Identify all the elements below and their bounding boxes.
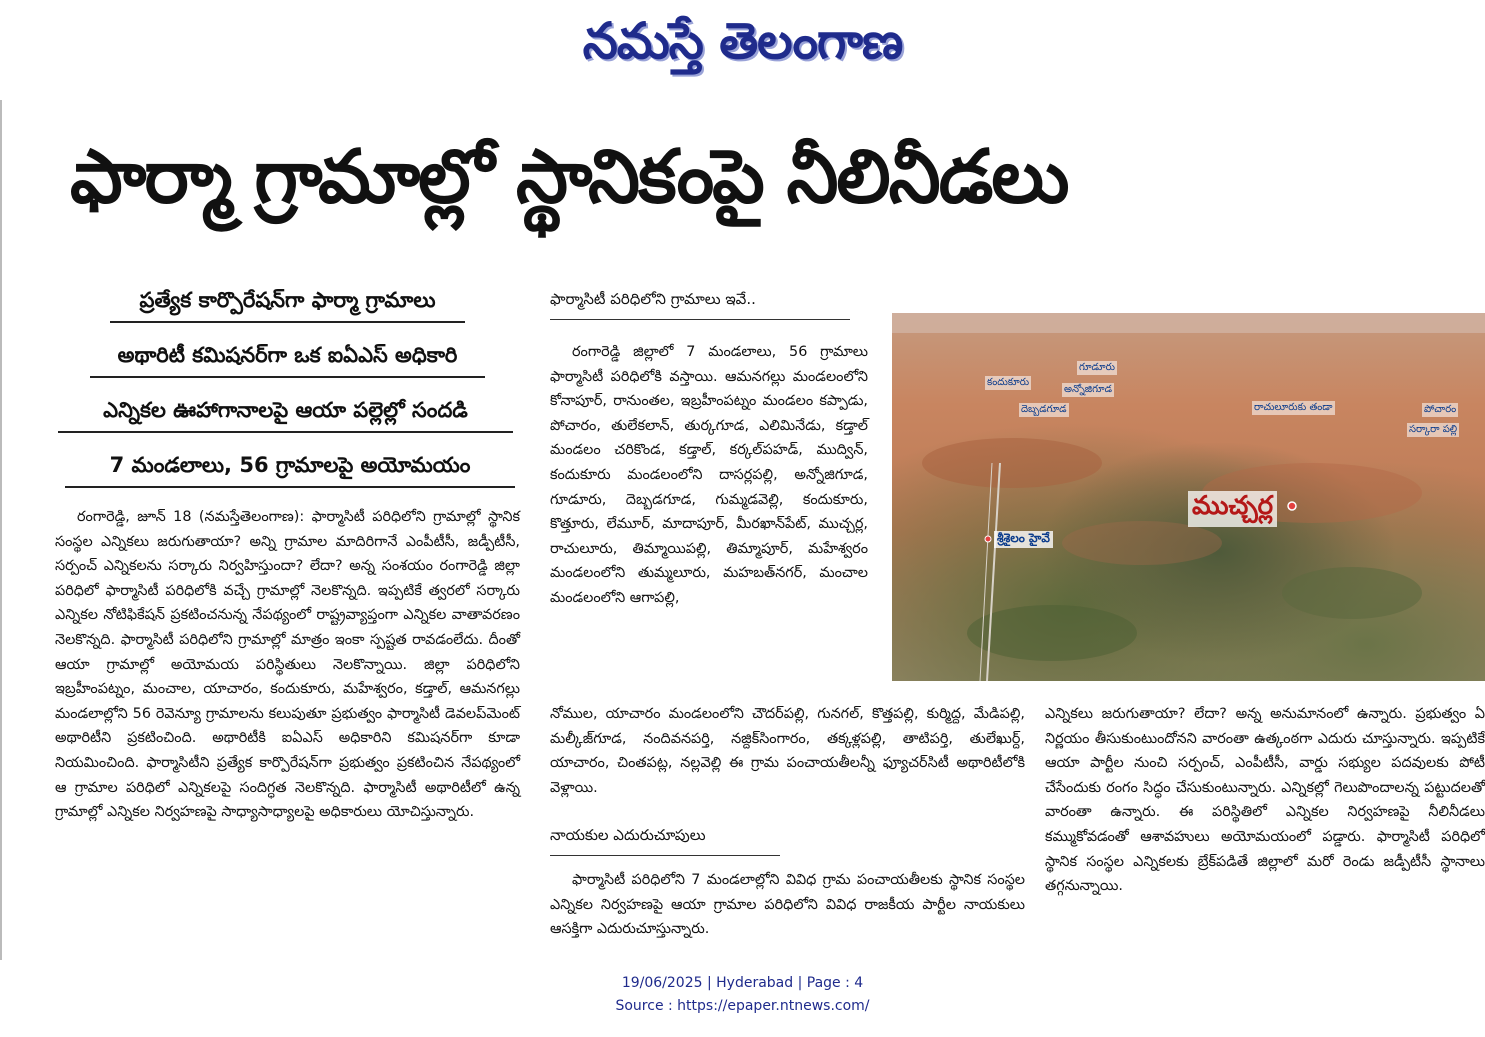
column-1-paragraph: రంగారెడ్డి, జూన్‌ 18 (నమస్తేతెలంగాణ): ఫార్మాసిటీ పరిధిలోని గ్రామాల్లో స్థానిక సంస్థల ఎన్నికలు జరుగుతాయా? అన్ని గ్రామాల మాదిరిగానే ఎంపీటీసీ, జడ్పీటీసీ, సర్పంచ్‌ ఎన్నికలను సర్కారు నిర్వహిస్తుందా? లేదా? అన్న సంశయం రంగారెడ్డి జిల్లా పరిధిలో ఫార్మాసిటీ పరిధిలోకి వచ్చే గ్రామాల్లో నెలకొన్నది. ఇప్పటికే త్వరలో సర్కారు ఎన్నికల నోటిఫికేషన్‌ ప్రకటించనున్న నేపథ్యంలో రాష్ట్రవ్యాప్తంగా ఎన్నికల వాతావరణం నెలకొన్నది. ఫార్మాసిటీ పరిధిలోని గ్రామాల్లో మాత్రం ఇంకా స్పష్టత రావడంలేదు. దీంతో ఆయా గ్రామాల్లో అయోమయ పరిస్థితులు నెలకొన్నాయి. జిల్లా పరిధిలోని ఇబ్రహీంపట్నం, మంచాల, యాచారం, కందుకూరు, మహేశ్వరం, కడ్తాల్‌, ఆమనగల్లు మండలాల్లోని 56 రెవెన్యూ గ్రామాలను కలుపుతూ ప్రభుత్వం ఫార్మాసిటీ డెవలప్‌మెంట్‌ అథారిటీని ప్రకటించింది. అథారిటీకి ఐఏఎస్‌ అధికారిని కమిషనర్‌గా కూడా నియమించింది. ఫార్మాసిటీని ప్రత్యేక కార్పొరేషన్‌గా ప్రభుత్వం ప్రకటించిన నేపథ్యంలో ఆ గ్రామాల పరిధిలో ఎన్నికలపై సందిగ్ధత నెలకొన్నది. ఫార్మాసిటీ అథారిటీలో ఉన్న గ్రామాల్లో ఎన్నికల నిర్వహణపై సాధ్యాసాధ్యాలపై అధికారులు యోచిస్తున్నారు. [55, 509, 520, 821]
aerial-map-photo [892, 313, 1485, 681]
column-2-wide-body [550, 702, 1025, 800]
column-2-bottom-body [550, 868, 1025, 942]
headline: ఫార్మా గ్రామాల్లో స్థానికంపై నీలినీడలు [70, 134, 1068, 220]
footer-date-line: 19/06/2025 | Hyderabad | Page : 4 [621, 975, 864, 991]
deck-1: ప్రత్యేక కార్పొరేషన్‌గా ఫార్మా గ్రామాలు [110, 285, 465, 323]
map-label-kandukur: కందుకూరు [987, 377, 1030, 388]
deck-2: అథారిటీ కమిషనర్‌గా ఒక ఐఏఎస్‌ అధికారి [90, 340, 485, 378]
column-2-paragraph: రంగారెడ్డి జిల్లాలో 7 మండలాలు, 56 గ్రామాలు ఫార్మాసిటీ పరిధిలోకి వస్తాయి. ఆమనగల్లు మండలంలోని కోనాపూర్‌, రానుంతల, ఇబ్రహీంపట్నం మండలం కప్పాడు, పోచారం, తులేకలాన్‌, తుర్కగూడ, ఎలిమినేడు, కడ్తాల్‌ మండలం చరికొండ, కడ్తాల్‌, కర్కల్‌పహడ్‌, ముద్విన్‌, కందుకూరు మండలంలోని దాసర్లపల్లి, అన్నోజిగూడ, గూడూరు, దెబ్బడగూడ, గుమ్మడవెల్లి, కందుకూరు, కొత్తూరు, లేమూర్‌, మాదాపూర్‌, మీరఖాన్‌పేట్‌, ముచ్చర్ల, రాచులూరు, తిమ్మాయిపల్లి, తిమ్మాపూర్‌, మహేశ్వరం మండలంలోని తుమ్మలూరు, మహబత్‌నగర్‌, మంచాల మండలంలోని ఆగాపల్లి, [550, 344, 868, 606]
map-label-mucherla: ముచ్చర్ల [1188, 491, 1277, 527]
masthead-logo: నమస్తే తెలంగాణ [582, 11, 903, 70]
column-1-body [55, 505, 520, 825]
column-2-bottom-paragraph: ఫార్మాసిటీ పరిధిలోని 7 మండలాల్లోని వివిధ గ్రామ పంచాయతీలకు స్థానిక సంస్థల ఎన్నికల నిర్వహణపై ఆయా గ్రామాల పరిధిలోని వివిధ రాజకీయ పార్టీల నాయకులు ఆసక్తిగా ఎదురుచూస్తున్నారు. [550, 872, 1025, 938]
map-label-annojiguda: అన్నోజిగూడ [1064, 384, 1112, 395]
column-3-paragraph: ఎన్నికలు జరుగుతాయా? లేదా? అన్న అనుమానంలో ఉన్నారు. ప్రభుత్వం ఏ నిర్ణయం తీసుకుంటుందోనని వారంతా ఉత్కంఠగా ఎదురు చూస్తున్నారు. ఇప్పటికే ఆయా పార్టీల నుంచి సర్పంచ్‌, ఎంపీటీసీ, వార్డు సభ్యుల పదవులకు పోటీ చేసేందుకు రంగం సిద్ధం చేసుకుంటున్నారు. ఎన్నికల్లో గెలుపొందాలన్న పట్టుదలతో వారంతా ఉన్నారు. ఈ పరిస్థితిలో ఎన్నికల నిర్వహణపై నీలినీడలు కమ్ముకోవడంతో ఆశావహులు అయోమయంలో పడ్డారు. ఫార్మాసిటీ పరిధిలో స్థానిక సంస్థల ఎన్నికలకు బ్రేక్‌పడితే జిల్లాలో మరో రెండు జడ్పీటీసీ స్థానాలు తగ్గనున్నాయి. [1045, 706, 1485, 895]
deck-4: 7 మండలాలు, 56 గ్రామాలపై అయోమయం [65, 450, 515, 488]
map-label-rachaluru-tanda: రాచులూరుకు తండా [1254, 402, 1333, 413]
deck-3: ఎన్నికల ఊహాగానాలపై ఆయా పల్లెల్లో సందడి [58, 395, 513, 433]
map-label-srisailam-highway: శ్రీశైలం హైవే [994, 531, 1053, 548]
map-label-gudur: గూడూరు [1079, 362, 1115, 373]
column-3-body [1045, 702, 1485, 957]
subhead-leaders: నాయకుల ఎదురుచూపులు [550, 823, 780, 856]
map-label-debbadaguda: దెబ్బడగూడ [1021, 404, 1067, 415]
map-label-pocharam: పోచారం [1424, 404, 1457, 415]
footer-source-line: Source : https://epaper.ntnews.com/ [615, 998, 870, 1014]
column-2-body [550, 340, 868, 611]
subhead-villages: ఫార్మాసిటీ పరిధిలోని గ్రామాలు ఇవే.. [550, 287, 850, 320]
page-edge-divider [0, 100, 2, 960]
column-2-wide-paragraph: నోముల, యాచారం మండలంలోని చౌదర్‌పల్లి, గునగల్‌, కొత్తపల్లి, కుర్మిద్ద, మేడిపల్లి, మల్కీజ్‌గూడ, నందివనపర్తి, నజ్దిక్‌సింగారం, తక్కళ్లపల్లి, తాటిపర్తి, తులేఖుర్ద్‌, యాచారం, చింతపట్ల, నల్లవెల్లి ఈ గ్రామ పంచాయతీలన్నీ ఫ్యూచర్‌సిటీ అథారిటీలోకి వెళ్లాయి. [550, 706, 1025, 796]
map-label-sarkara-palli: సర్కారా పల్లి [1409, 424, 1458, 435]
